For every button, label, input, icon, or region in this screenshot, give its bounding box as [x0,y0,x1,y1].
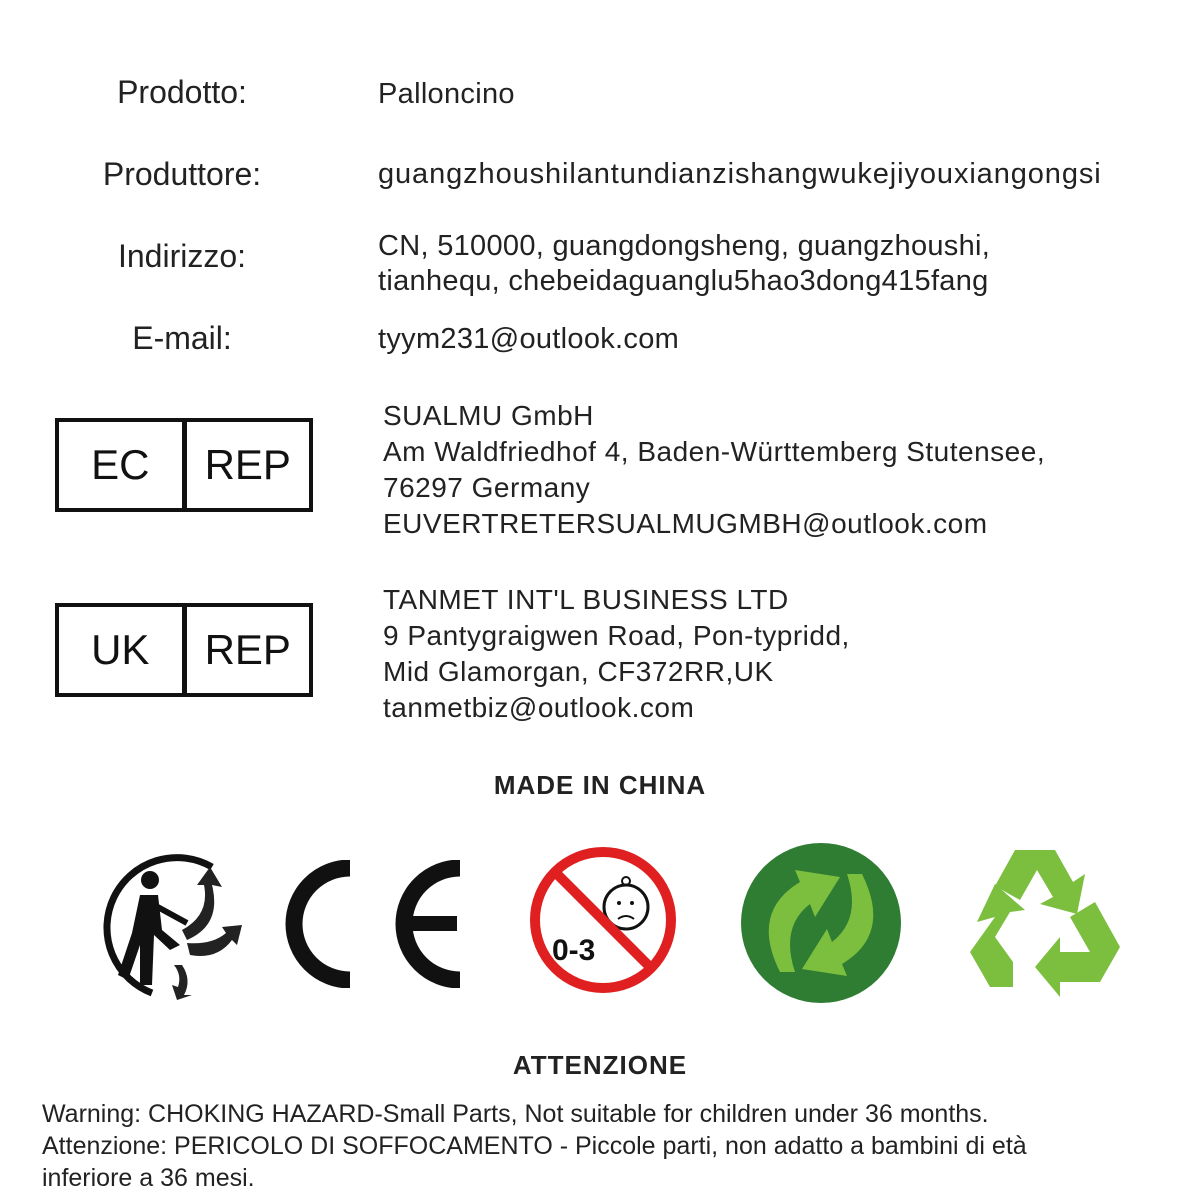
warning-line: Attenzione: PERICOLO DI SOFFOCAMENTO - Piccole parti, non adatto a bambini di età [42,1132,1027,1160]
value-email: tyym231@outlook.com [378,323,680,355]
value-product: Palloncino [378,78,515,110]
warning-title: ATTENZIONE [512,1050,688,1080]
ce-mark-icon [285,860,470,988]
value-manufacturer: guangzhoushilantundianzishangwukejiyouxiangongsi [378,158,1102,190]
ec-rep-badge [55,418,313,512]
not-for-0-3-icon [528,845,678,995]
uk-rep-badge-right: REP [204,626,291,673]
made-in-china: MADE IN CHINA [493,770,707,800]
ec-rep-line: 76297 Germany [383,472,591,503]
warning-line: inferiore a 36 mesi. [42,1164,255,1192]
age-range-text: 0-3 [552,934,596,967]
value-address-line1: CN, 510000, guangdongsheng, guangzhoushi, [378,230,991,262]
green-dot-icon [740,842,902,1004]
uk-rep-line: TANMET INT'L BUSINESS LTD [383,584,789,615]
label-product: Prodotto: [117,74,247,110]
ec-rep-badge-right: REP [204,441,291,488]
ec-rep-line: EUVERTRETERSUALMUGMBH@outlook.com [383,508,988,539]
uk-rep-line: Mid Glamorgan, CF372RR,UK [383,656,774,687]
uk-rep-line: 9 Pantygraigwen Road, Pon-typridd, [383,620,850,651]
uk-rep-badge [55,603,313,697]
label-email: E-mail: [132,320,232,356]
ec-rep-line: Am Waldfriedhof 4, Baden-Württemberg Stutensee, [383,436,1046,467]
warning-line: Warning: CHOKING HAZARD-Small Parts, Not suitable for children under 36 months. [42,1100,989,1128]
ec-rep-line: SUALMU GmbH [383,400,594,431]
uk-rep-line: tanmetbiz@outlook.com [383,692,695,723]
recycle-icon [965,842,1127,1004]
uk-rep-badge-left: UK [59,607,187,693]
ec-rep-badge-left: EC [59,422,187,508]
value-address-line2: tianhequ, chebeidaguanglu5hao3dong415fang [378,265,989,297]
label-address: Indirizzo: [117,238,247,274]
triman-recycling-icon [92,845,247,1000]
label-manufacturer: Produttore: [102,156,262,192]
